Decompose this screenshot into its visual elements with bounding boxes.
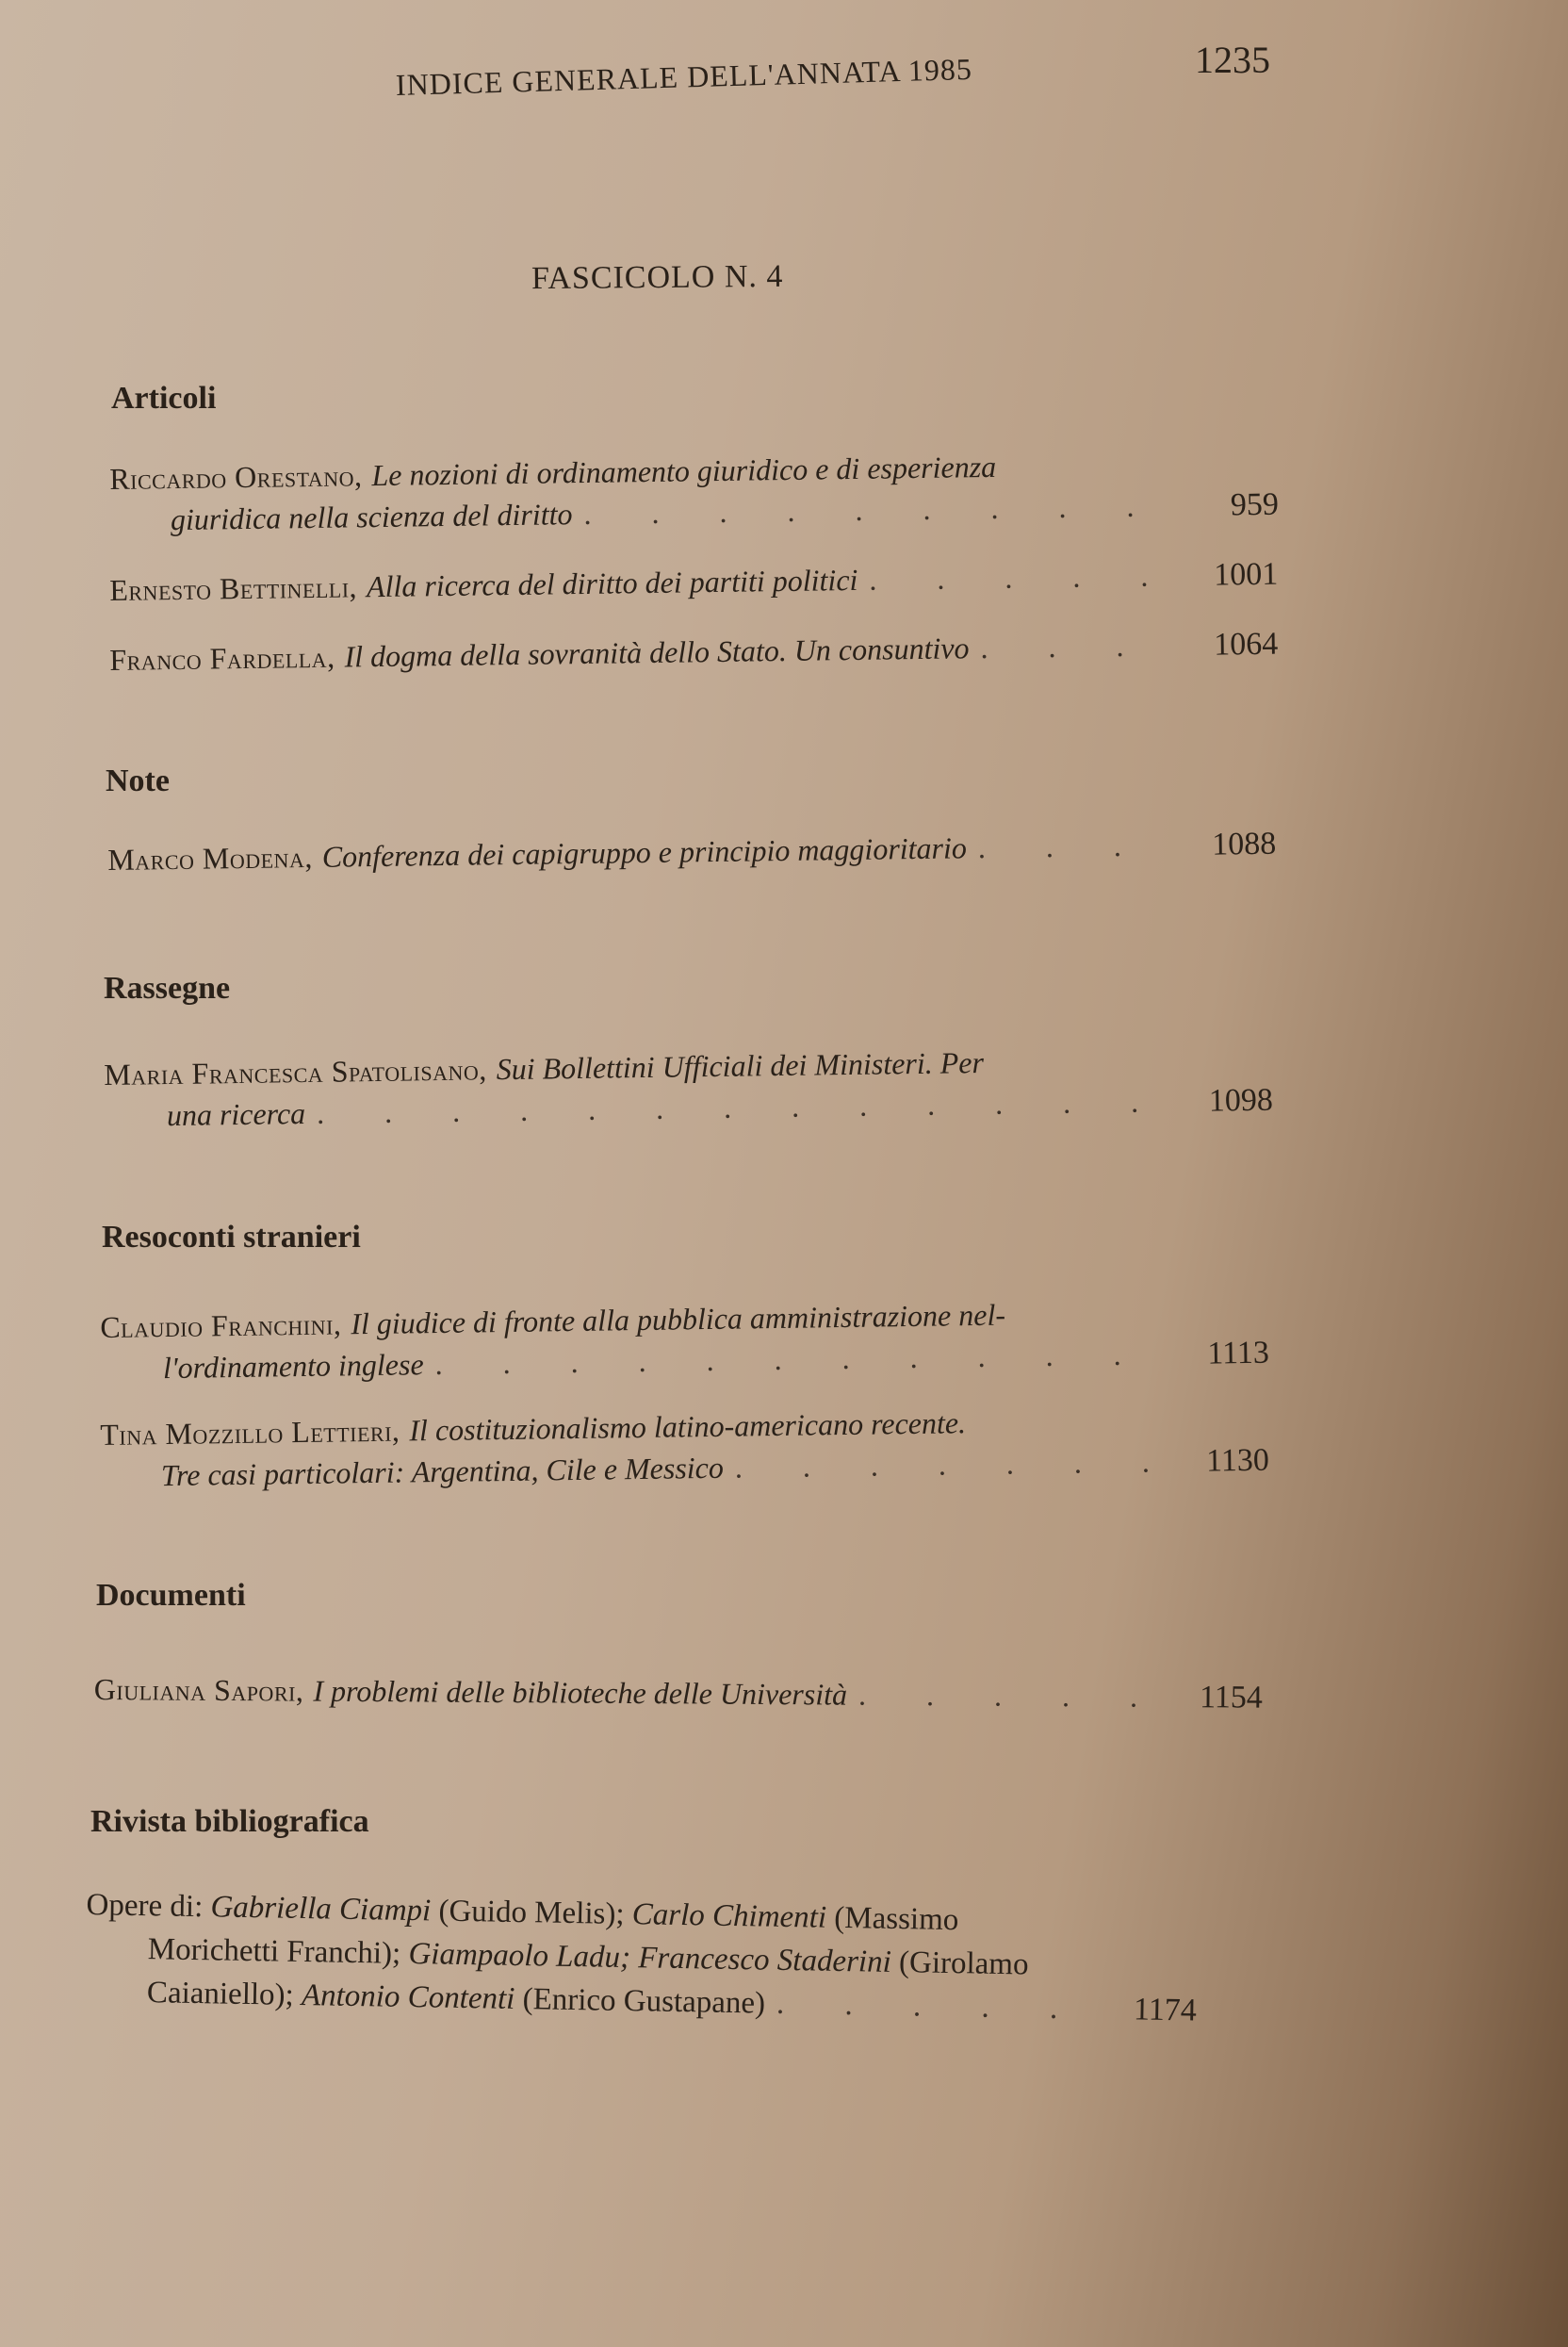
- entry-title-continued: giuridica nella scienza del diritto: [170, 497, 573, 537]
- entry-title-continued: Tre casi particolari: Argentina, Cile e Messico: [160, 1450, 725, 1493]
- biblio-reviewer: Caianiello);: [146, 1976, 295, 2012]
- biblio-author: Giampaolo Ladu; Francesco Staderini: [408, 1936, 892, 1979]
- entry-title: Alla ricerca del diritto dei partiti politici: [366, 562, 858, 604]
- entry-author: Riccardo Orestano,: [109, 458, 363, 496]
- toc-entry: [107, 823, 1277, 881]
- toc-entry: [94, 1668, 1263, 1719]
- entry-page-number: 1174: [1133, 1992, 1198, 2028]
- toc-entry: [109, 553, 1279, 612]
- bibliography-entry: [85, 1883, 1199, 2033]
- leader-dots: [583, 484, 1179, 534]
- entry-page-number: 1130: [1205, 1442, 1270, 1479]
- entry-page-number: 1088: [1211, 826, 1277, 862]
- section-heading-rivista-bibliografica: Rivista bibliografica: [90, 1804, 369, 1839]
- leader-dots: [776, 1982, 1098, 2031]
- entry-page-number: 1098: [1208, 1082, 1274, 1119]
- entry-author: Claudio Franchini,: [100, 1306, 342, 1344]
- leader-dots: [858, 1674, 1163, 1717]
- biblio-author: Gabriella Ciampi: [210, 1890, 432, 1928]
- section-heading-articoli: Articoli: [111, 381, 217, 416]
- entry-page-number: 1064: [1213, 626, 1279, 663]
- biblio-author: Carlo Chimenti: [631, 1897, 827, 1935]
- entry-title-continued: una ricerca: [166, 1096, 306, 1133]
- issue-title: FASCICOLO N. 4: [531, 258, 784, 297]
- biblio-reviewer: (Enrico Gustapane): [522, 1982, 766, 2021]
- leader-dots: [735, 1440, 1170, 1487]
- biblio-author: Antonio Contenti: [301, 1978, 515, 2016]
- section-heading-documenti: Documenti: [96, 1578, 246, 1613]
- entry-title: Il costituzionalismo latino-americano recente.: [409, 1405, 967, 1448]
- entry-title: Conferenza dei capigruppo e principio maggioritario: [321, 830, 968, 874]
- biblio-reviewer: Morichetti Franchi);: [147, 1932, 401, 1971]
- section-heading-note: Note: [106, 763, 170, 798]
- entry-page-number: 1001: [1213, 556, 1279, 593]
- entry-title: I problemi delle biblioteche delle Università: [313, 1673, 848, 1712]
- section-heading-resoconti-stranieri: Resoconti stranieri: [102, 1220, 361, 1255]
- entry-title: Le nozioni di ordinamento giuridico e di esperienza: [371, 449, 997, 493]
- entry-title: Il dogma della sovranità dello Stato. Un consuntivo: [344, 631, 970, 674]
- toc-entry: [104, 1038, 1273, 1138]
- biblio-reviewer: (Massimo: [833, 1900, 959, 1938]
- entry-title: Sui Bollettini Ufficiali dei Ministeri. Per: [496, 1044, 985, 1087]
- toc-entry: [100, 1398, 1269, 1498]
- entry-page-number: 1154: [1199, 1680, 1263, 1715]
- entry-author: Giuliana Sapori,: [93, 1671, 304, 1708]
- leader-dots: [869, 554, 1178, 600]
- entry-author: Marco Modena,: [107, 839, 314, 877]
- leader-dots: [978, 824, 1177, 868]
- leader-dots: [980, 624, 1178, 668]
- toc-entry: [100, 1290, 1269, 1390]
- entry-page-number: 959: [1230, 486, 1280, 523]
- page-number: 1235: [1195, 39, 1270, 81]
- entry-author: Maria Francesca Spatolisano,: [104, 1052, 487, 1091]
- biblio-reviewer: (Girolamo: [898, 1945, 1029, 1982]
- toc-entry: [109, 623, 1279, 681]
- entry-title: Il giudice di fronte alla pubblica amministrazione nel-: [351, 1297, 1006, 1341]
- biblio-reviewer: (Guido Melis);: [438, 1894, 625, 1931]
- entry-page-number: 1113: [1207, 1335, 1270, 1371]
- entry-author: Tina Mozzillo Lettieri,: [100, 1413, 400, 1452]
- biblio-prefix: Opere di:: [86, 1887, 204, 1925]
- running-head: INDICE GENERALE DELL'ANNATA 1985: [395, 51, 973, 102]
- entry-title-continued: l'ordinamento inglese: [162, 1347, 424, 1386]
- entry-author: Ernesto Bettinelli,: [109, 569, 358, 607]
- toc-entry: [109, 442, 1279, 542]
- section-heading-rassegne: Rassegne: [104, 971, 231, 1006]
- entry-author: Franco Fardella,: [109, 639, 335, 677]
